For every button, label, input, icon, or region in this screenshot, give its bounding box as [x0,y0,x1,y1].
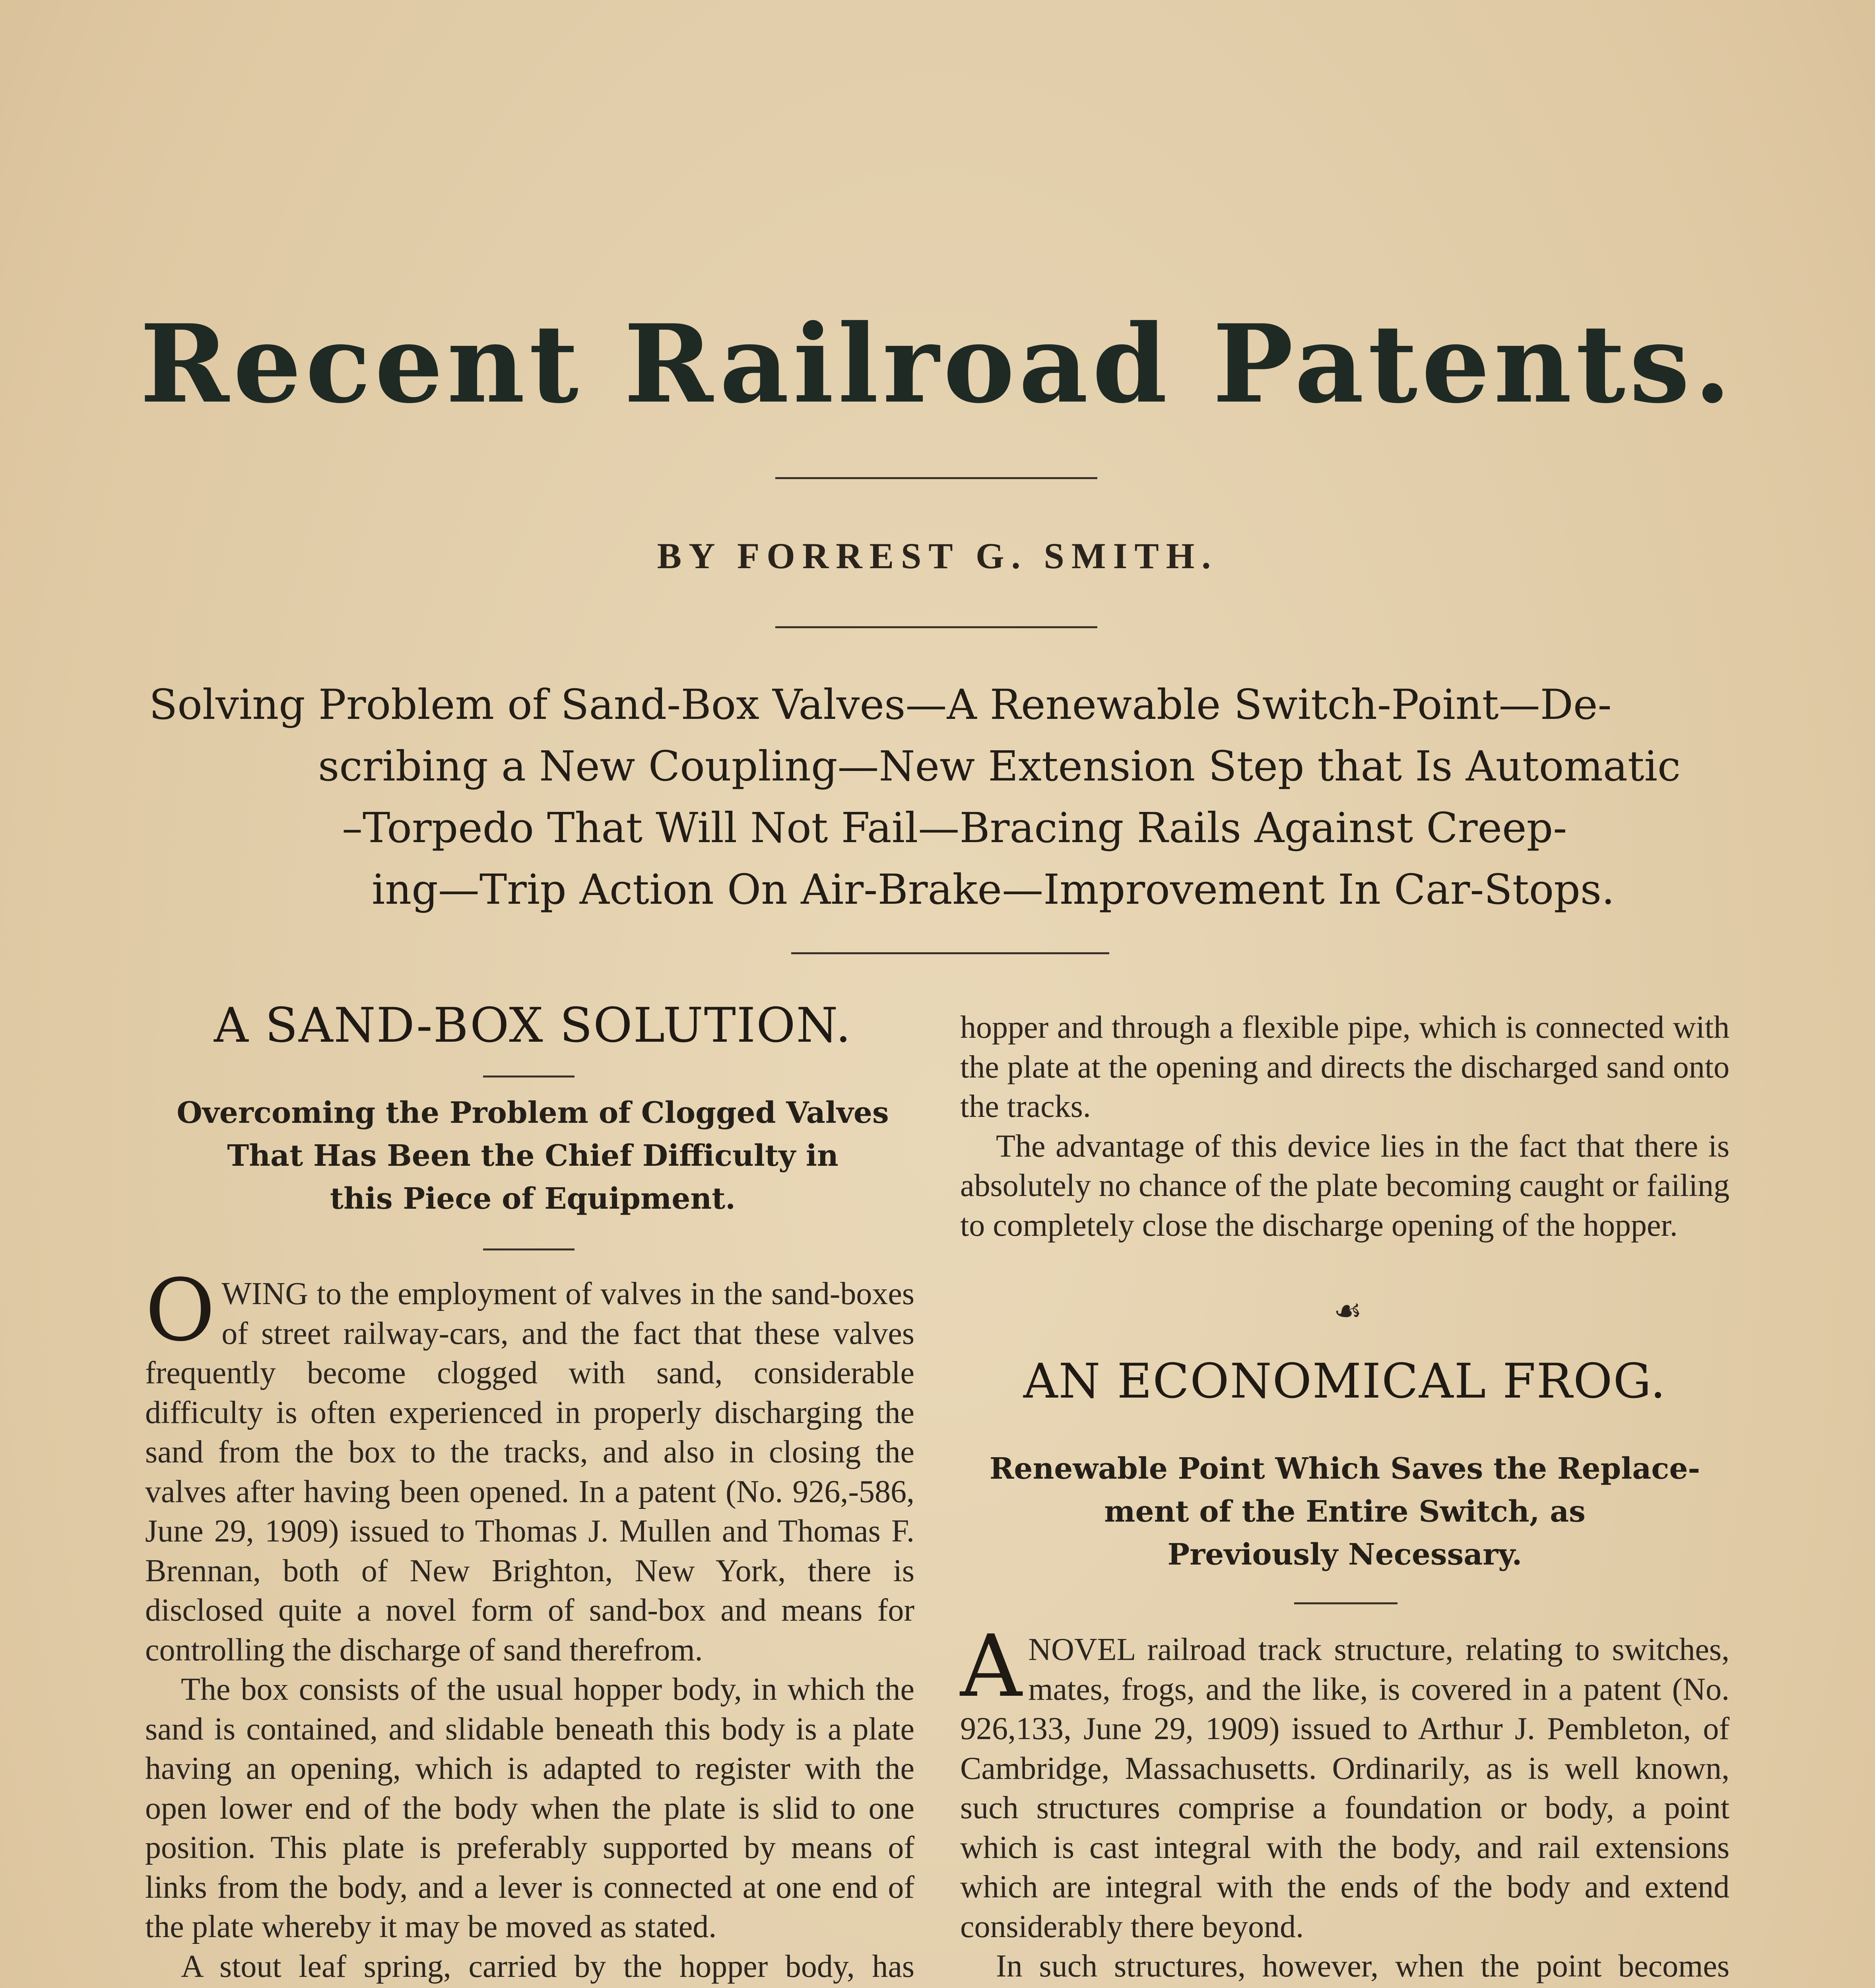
section-heading-rule [483,1076,575,1077]
paragraph [960,1616,1729,1947]
subdeck-line: That Has Been the Chief Difficulty in [227,1139,839,1173]
subdeck-line: Renewable Point Which Saves the Replace- [989,1452,1700,1486]
article-byline: BY FORREST G. SMITH. [657,536,1218,576]
section-heading: A SAND-BOX SOLUTION. [214,998,852,1053]
section-subdeck [960,1447,1729,1576]
article-title: Recent Railroad Patents. [140,301,1735,427]
deck-line: –Torpedo That Will Not Fail—Bracing Rails Against Creep- [342,804,1567,852]
subdeck-line: this Piece of Equipment. [330,1182,736,1216]
deck-line: ing—Trip Action On Air-Brake—Improvement In Car-Stops. [372,865,1615,914]
section-heading: AN ECONOMICAL FROG. [1023,1354,1667,1409]
left-column-text [145,1260,914,1988]
paragraph: The advantage of this device lies in the fact that there is absolutely no chance of the plate becoming caught or failing to completely close the discharge opening of the hopper. [960,1128,1729,1243]
right-column-text-top [960,1008,1729,1245]
deck-line: scribing a New Coupling—New Extension Step that Is Automatic [318,742,1681,790]
paragraph [145,1260,914,1670]
paragraph-text: WING to the employment of valves in the sand-boxes of street railway-cars, and the fact that these valves frequently become clogged with sand, considerable difficulty is often experienced in properly discharging the sand from the box to the tracks, and also in closing the valves after having been opened. In a patent (No. 926,-586, June 29, 1909) issued to Thomas J. Mullen and Thomas F. Brennan, both of New Brighton, New York, there is disclosed quite a novel form of sand-box and means for controlling the discharge of sand therefrom. [145,1276,914,1668]
subdeck-line: Previously Necessary. [1167,1538,1522,1572]
section-subdeck [147,1091,918,1220]
paragraph: In such structures, however, when the point becomes [996,1949,1729,1984]
paragraph: A stout leaf spring, carried by the hopper body, has [181,1949,914,1984]
deck-line: Solving Problem of Sand-Box Valves—A Renewable Switch-Point—De- [149,680,1612,729]
deck-rule [791,952,1109,954]
subdeck-line: Overcoming the Problem of Clogged Valves [177,1096,889,1130]
paragraph: hopper and through a flexible pipe, which is connected with the plate at the opening and directs the discharged sand onto the tracks. [960,1010,1729,1124]
subdeck-line: ment of the Entire Switch, as [1104,1495,1586,1529]
drop-cap: O [145,1260,215,1360]
section-ornament: ☙ [1333,1294,1362,1329]
right-column-text-bottom [960,1616,1729,1988]
subdeck-rule [1294,1602,1398,1604]
subdeck-rule [483,1248,575,1250]
byline-rule [775,626,1097,628]
paragraph-text: NOVEL railroad track structure, relating to switches, mates, frogs, and the like, is covered in a patent (No. 926,133, June 29, 1909) issued to Arthur J. Pembleton, of Cambridge, Massachusetts. Ordinarily, as is well known, such structures comprise a foundation or body, a point which is cast integral with the body, and rail extensions which are integral with the ends of the body and extend considerably there beyond. [960,1632,1729,1944]
paragraph: The box consists of the usual hopper body, in which the sand is contained, and slidable beneath this body is a plate having an opening, which is adapted to register with the open lower end of the body when the plate is slid to one position. This plate is preferably supported by means of links from the body, and a lever is connected at one end of the plate whereby it may be moved as stated. [145,1672,914,1944]
title-rule [775,477,1097,479]
drop-cap: A [960,1616,1022,1716]
